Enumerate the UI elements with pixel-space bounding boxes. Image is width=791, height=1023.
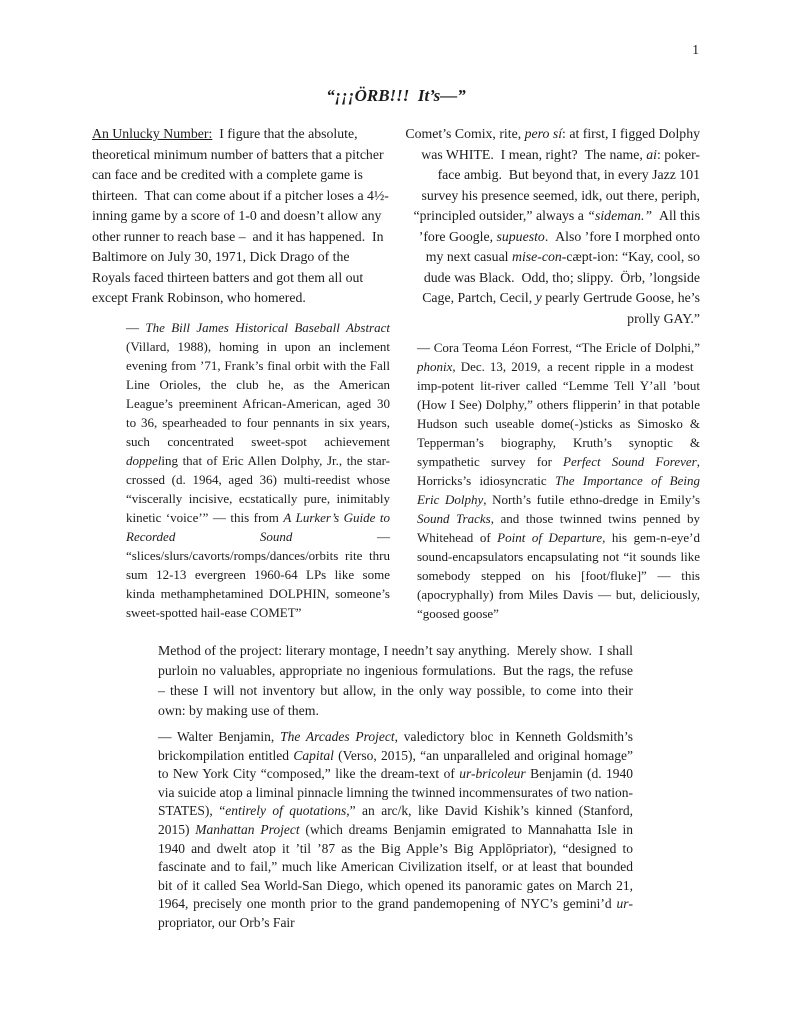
- right-column-citation: — Cora Teoma Léon Forrest, “The Ericle of Dolphi,” phonix, Dec. 13, 2019, a recent ripple in a modest imp-potent lit-river called “Lemme Tell Y’all ’bout (How I See) Dolphy,” others flipperin’ in that potable Hudson such useable dome(-)sticks as Simosko & Tepperman’s biography, Kruth’s synoptic & sympathetic survey for Perfect Sound Forever, Horricks’s idiosyncratic The Importance of Being Eric Dolphy, North’s futile ethno-dredge in Emily’s Sound Tracks, and those twinned twins penned by Whitehead of Point of Departure, his gem-n-eye’d sound-encapsulators encapsulating not “it sounds like somebody stepped on his [foot/fluke]” — this (apocryphally) from Miles Davis — but, deliciously, “goosed goose”: [417, 340, 701, 621]
- left-column-citation: — The Bill James Historical Baseball Abstract (Villard, 1988), homing in upon an inclement evening from ’71, Frank’s final orbit with the Fall Line Orioles, the club he, as the American League’s preeminent African-American, aged 30 to 36, spearheaded to four pennants in six years, such concentrated sweet-spot achievement doppeling that of Eric Allen Dolphy, Jr., the star-crossed (d. 1964, aged 36) multi-reedist whose “viscerally incisive, ecstatically pure, inimitably kinetic ‘voice’” — this from A Lurker’s Guide to Recorded Sound — “slices/slurs/cavorts/romps/dances/orbits rite thru sum 12-13 evergreen 1960-64 LPs like some kinda methamphetamined DOLPHIN, someone’s sweet-spotted hail-ease COMET”: [126, 319, 391, 620]
- two-column-section: [92, 124, 700, 623]
- page-title: “¡¡¡ÖRB!!! It’s—”: [326, 86, 466, 105]
- epigraph-section: [158, 641, 633, 933]
- page-number: 1: [692, 42, 699, 57]
- left-column-paragraph: An Unlucky Number: I figure that the absolute, theoretical minimum number of batters that a pitcher can face and be credited with a complete game is thirteen. That can come about if a pitcher loses a 4½-inning game by a score of 1-0 and doesn’t allow any other runner to reach base – and it has happened. In Baltimore on July 30, 1971, Dick Drago of the Royals faced thirteen batters and got them all out except Frank Robinson, who homered.: [92, 126, 389, 305]
- benjamin-attribution-paragraph: — Walter Benjamin, The Arcades Project, valedictory bloc in Kenneth Goldsmith’s brickompilation entitled Capital (Verso, 2015), “an unparalleled and original homage” to New York City “composed,” like the dream-text of ur-bricoleur Benjamin (d. 1940 via suicide atop a liminal pinnacle limning the twinned incommensurates of two nation-STATES), “entirely of quotations,” an arc/k, like David Kishik’s kinned (Stanford, 2015) Manhattan Project (which dreams Benjamin emigrated to Mannahatta Isle in 1940 and dwelt atop it ’til ’87 as the Big Apple’s Big Applōpriator), “designed to fascinate and to fail,” much like American Civilization itself, or at least that bounded bit of it called Sea World-San Diego, which opened its panoramic gates on March 21, 1964, precisely one month prior to the grand pandemopening of NYC’s gemini’d ur-propriator, our Orb’s Fair: [158, 729, 634, 930]
- method-quote-paragraph: Method of the project: literary montage, I needn’t say anything. Merely show. I shall purloin no valuables, appropriate no ingenious formulations. But the rags, the refuse – these I will not inventory but allow, in the only way possible, to come into their own: by making use of them.: [158, 643, 633, 718]
- right-column-paragraph: Comet’s Comix, rite, pero sí: at first, I figged Dolphy was WHITE. I mean, right? The name, ai: poker-face ambig. But beyond that, in every Jazz 101 survey his presence seemed, idk, out there, periph, “principled outsider,” always a “sideman.” All this ’fore Google, supuesto. Also ’fore I morphed onto my next casual mise-con-cæpt-ion: “Kay, cool, so dude was Black. Odd, tho; slippy. Örb, ’longside Cage, Partch, Cecil, y pearly Gertrude Goose, he’s prolly GAY.”: [405, 126, 700, 326]
- left-column: [92, 124, 390, 623]
- page-content: [92, 0, 700, 933]
- right-column: [402, 124, 700, 623]
